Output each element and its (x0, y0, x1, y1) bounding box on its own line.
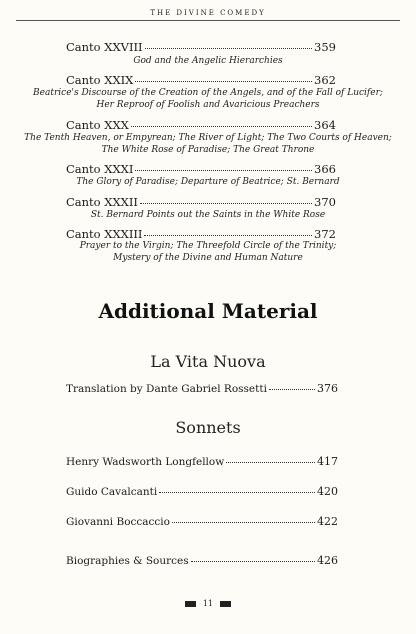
description-line: Her Reproof of Foolish and Avaricious Preachers (96, 100, 320, 110)
toc-entry-page: 370 (314, 195, 336, 209)
toc-entry-row (66, 227, 336, 241)
toc-entry-vita-nuova (66, 382, 338, 395)
description-line: The Tenth Heaven, or Empyrean; The River of Light; The Two Courts of Heaven; (24, 133, 392, 143)
description-line: Prayer to the Virgin; The Threefold Circle of the Trinity; (79, 241, 337, 251)
section-title-additional-material: Additional Material (98, 299, 318, 323)
toc-entry-label: Canto XXVIII (66, 40, 143, 54)
toc-entry-label: Giovanni Boccaccio (66, 516, 170, 528)
toc-entry-longfellow (66, 455, 338, 468)
toc-entry-label: Translation by Dante Gabriel Rossetti (66, 383, 267, 395)
page-number: 11 (202, 599, 214, 608)
toc-entry-description (20, 132, 396, 156)
header-rule (16, 20, 400, 21)
toc-entry-label: Canto XXIX (66, 73, 134, 87)
dot-leader (159, 492, 315, 493)
description-line: St. Bernard Points out the Saints in the White Rose (90, 210, 326, 220)
dot-leader (135, 170, 312, 171)
toc-entry-label: Canto XXX (66, 118, 129, 132)
description-line: Mystery of the Divine and Human Nature (113, 253, 303, 263)
toc-entry-description (20, 209, 396, 221)
running-header-title: THE DIVINE COMEDY (150, 9, 266, 17)
toc-entry-label: Canto XXXI (66, 162, 134, 176)
toc-entry-description (20, 176, 396, 188)
dot-leader (144, 235, 312, 236)
toc-entry-row (66, 73, 336, 87)
toc-entry-page: 376 (317, 382, 338, 395)
toc-entry-page: 372 (314, 227, 336, 241)
toc-entry-label: Canto XXXIII (66, 227, 143, 241)
dot-leader (140, 203, 312, 204)
toc-entry-page: 422 (317, 515, 338, 528)
toc-entry-page: 426 (317, 554, 338, 567)
subsection-title-vita-nuova: La Vita Nuova (150, 352, 266, 371)
toc-entry-page: 366 (314, 162, 336, 176)
toc-entry-row (66, 118, 336, 132)
toc-entry-label: Guido Cavalcanti (66, 486, 158, 498)
dot-leader (145, 48, 312, 49)
dot-leader (191, 561, 315, 562)
toc-entry-page: 364 (314, 118, 336, 132)
dot-leader (269, 389, 315, 390)
toc-entry-page: 359 (314, 40, 336, 54)
description-line: God and the Angelic Hierarchies (133, 56, 283, 66)
dot-leader (226, 462, 315, 463)
dot-leader (131, 126, 312, 127)
ornament-left-icon (185, 601, 196, 607)
description-line: The White Rose of Paradise; The Great Throne (101, 145, 315, 155)
toc-entry-label: Henry Wadsworth Longfellow (66, 456, 225, 468)
toc-entry-row (66, 195, 336, 209)
description-line: The Glory of Paradise; Departure of Beatrice; St. Bernard (76, 177, 340, 187)
toc-entry-description (20, 240, 396, 264)
toc-entry-row (66, 162, 336, 176)
toc-entry-label: Biographies & Sources (66, 555, 189, 567)
running-header (0, 0, 416, 22)
subsection-title-sonnets: Sonnets (175, 418, 241, 437)
page-footer (0, 599, 416, 608)
description-line: Beatrice's Discourse of the Creation of the Angels, and of the Fall of Lucifer; (33, 88, 383, 98)
toc-entry-row (66, 40, 336, 54)
dot-leader (172, 522, 315, 523)
toc-entry-label: Canto XXXII (66, 195, 138, 209)
toc-entry-cavalcanti (66, 485, 338, 498)
toc-entry-page: 362 (314, 73, 336, 87)
toc-entry-description (20, 55, 396, 67)
ornament-right-icon (220, 601, 231, 607)
dot-leader (135, 81, 312, 82)
toc-entry-page: 420 (317, 485, 338, 498)
toc-entry-boccaccio (66, 515, 338, 528)
toc-entry-biographies (66, 554, 338, 567)
toc-entry-page: 417 (317, 455, 338, 468)
toc-entry-description (20, 87, 396, 111)
